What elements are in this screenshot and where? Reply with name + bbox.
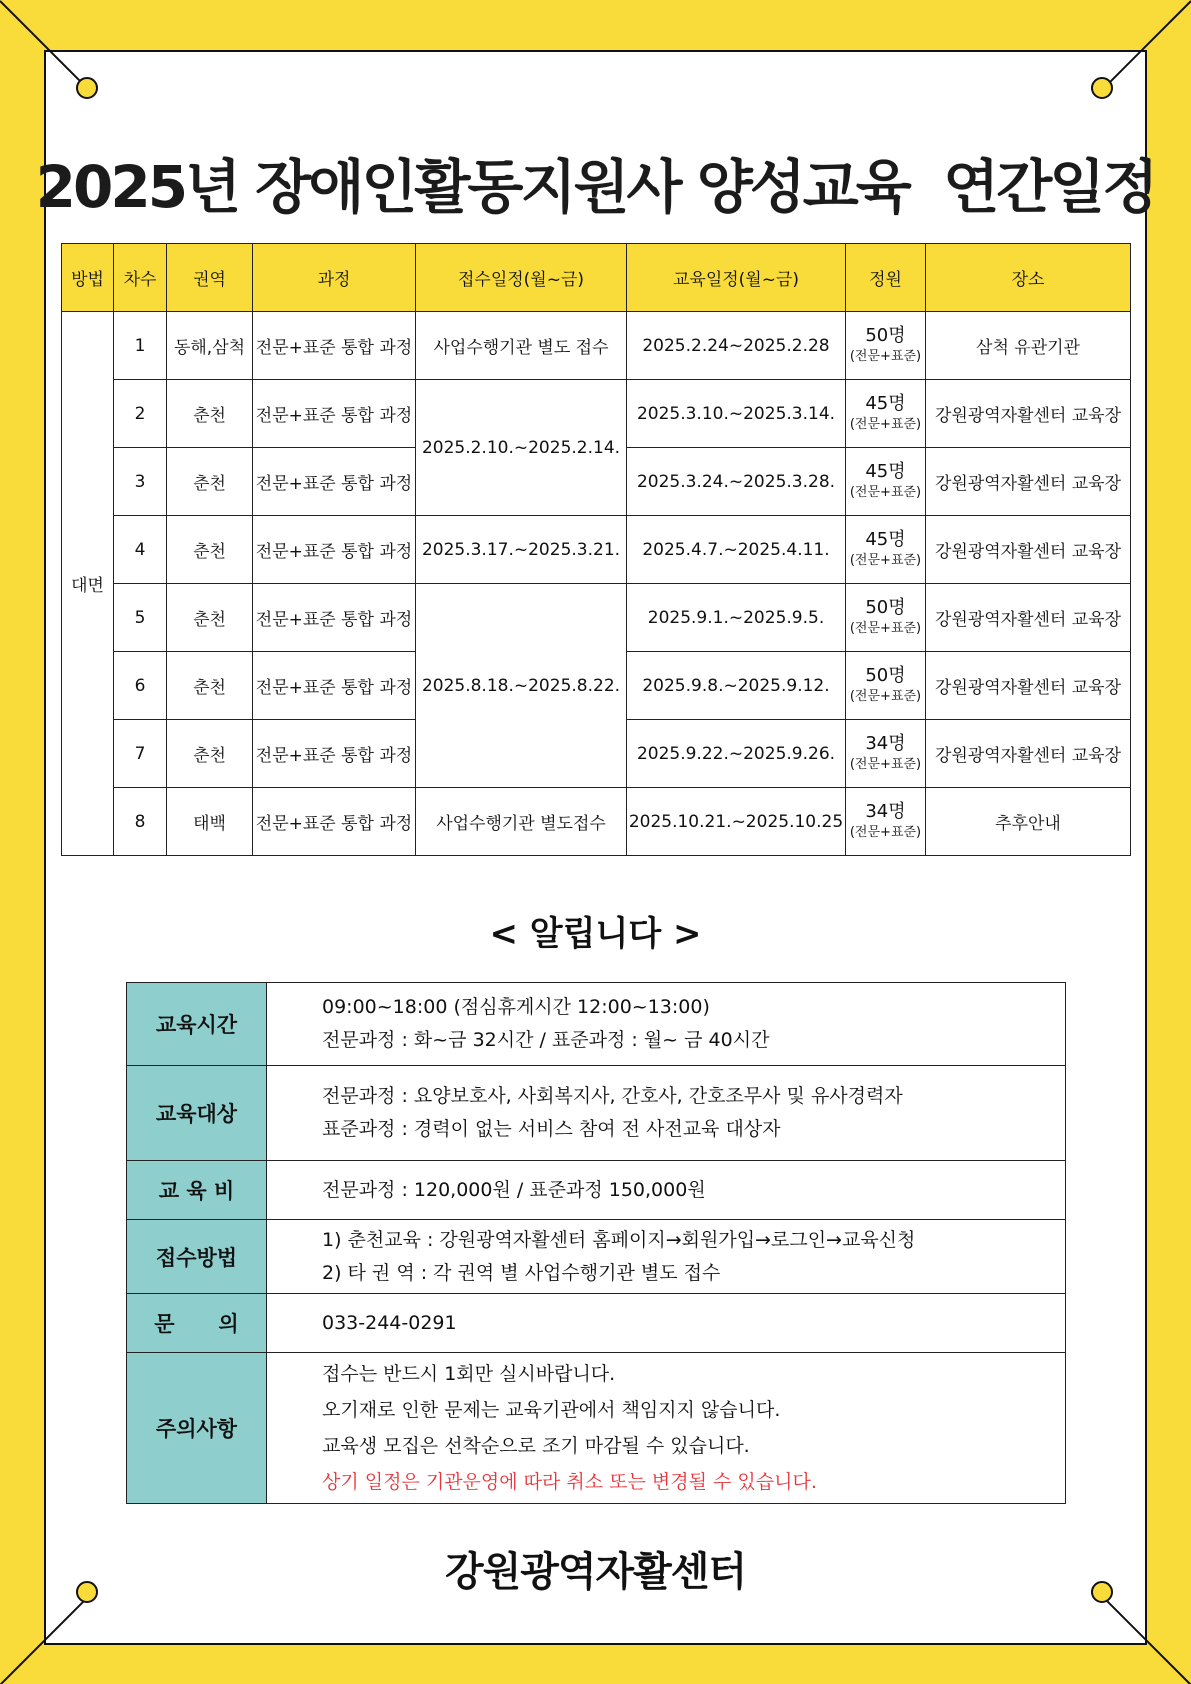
notice-line: 표준과정 : 경력이 없는 서비스 참여 전 사전교육 대상자: [322, 1118, 781, 1140]
place-cell: 강원광역자활센터 교육장: [926, 516, 1131, 584]
place-cell: 강원광역자활센터 교육장: [926, 720, 1131, 788]
registration-cell: 사업수행기관 별도접수: [416, 788, 627, 856]
round-cell: 6: [114, 652, 167, 720]
period-cell: 2025.3.24.~2025.3.28.: [627, 448, 846, 516]
capacity-value: 34명: [865, 800, 906, 822]
notice-row-apply: [127, 1220, 1066, 1294]
header-region: 권역: [167, 244, 253, 312]
capacity-value: 45명: [865, 460, 906, 482]
notice-row-target: [127, 1066, 1066, 1161]
header-registration: 접수일정(월~금): [416, 244, 627, 312]
notice-table: [126, 982, 1066, 1504]
notice-line: 1) 춘천교육 : 강원광역자활센터 홈페이지→회원가입→로그인→교육신청: [322, 1228, 916, 1251]
registration-cell: 2025.2.10.~2025.2.14.: [416, 380, 627, 516]
capacity-note: (전문+표준): [849, 348, 922, 364]
notice-label: 교육대상: [127, 1066, 267, 1161]
notice-line: 2) 타 권 역 : 각 권역 별 사업수행기관 별도 접수: [322, 1261, 721, 1284]
region-cell: 춘천: [167, 516, 253, 584]
notice-content: [267, 1161, 1066, 1220]
region-cell: 동해,삼척: [167, 312, 253, 380]
round-cell: 8: [114, 788, 167, 856]
table-row: [62, 788, 1131, 856]
region-cell: 춘천: [167, 584, 253, 652]
capacity-note: (전문+표준): [849, 620, 922, 636]
course-cell: 전문+표준 통합 과정: [253, 380, 416, 448]
notice-label: 교육시간: [127, 983, 267, 1066]
notice-label: 교 육 비: [127, 1161, 267, 1220]
notice-line: 전문과정 : 요양보호사, 사회복지사, 간호사, 간호조무사 및 유사경력자: [322, 1085, 903, 1107]
round-cell: 2: [114, 380, 167, 448]
course-cell: 전문+표준 통합 과정: [253, 788, 416, 856]
capacity-value: 50명: [865, 596, 906, 618]
notice-line: 전문과정 : 화~금 32시간 / 표준과정 : 월~ 금 40시간: [322, 1029, 770, 1051]
notice-line: 09:00~18:00 (점심휴게시간 12:00~13:00): [322, 996, 710, 1018]
capacity-cell: [846, 788, 926, 856]
place-cell: 강원광역자활센터 교육장: [926, 380, 1131, 448]
pin-dot-top-right: [1091, 77, 1113, 99]
capacity-note: (전문+표준): [849, 688, 922, 704]
schedule-table: [61, 243, 1131, 856]
notice-heading: < 알립니다 >: [489, 914, 702, 954]
notice-row-caution: [127, 1353, 1066, 1504]
course-cell: 전문+표준 통합 과정: [253, 652, 416, 720]
capacity-cell: [846, 584, 926, 652]
notice-row-time: [127, 983, 1066, 1066]
registration-cell: 2025.3.17.~2025.3.21.: [416, 516, 627, 584]
header-capacity: 정원: [846, 244, 926, 312]
organization-name: 강원광역자활센터: [444, 1549, 747, 1595]
place-cell: 강원광역자활센터 교육장: [926, 448, 1131, 516]
table-row: [62, 312, 1131, 380]
capacity-value: 50명: [865, 664, 906, 686]
place-cell: 추후안내: [926, 788, 1131, 856]
place-cell: 강원광역자활센터 교육장: [926, 652, 1131, 720]
notice-line: 교육생 모집은 선착순으로 조기 마감될 수 있습니다.: [322, 1435, 750, 1457]
course-cell: 전문+표준 통합 과정: [253, 448, 416, 516]
warning-line: 상기 일정은 기관운영에 따라 취소 또는 변경될 수 있습니다.: [322, 1471, 817, 1493]
round-cell: 7: [114, 720, 167, 788]
notice-line: 접수는 반드시 1회만 실시바랍니다.: [322, 1363, 616, 1385]
capacity-cell: [846, 312, 926, 380]
period-cell: 2025.9.8.~2025.9.12.: [627, 652, 846, 720]
capacity-cell: [846, 448, 926, 516]
period-cell: 2025.10.21.~2025.10.25: [627, 788, 846, 856]
capacity-note: (전문+표준): [849, 416, 922, 432]
capacity-cell: [846, 380, 926, 448]
place-cell: 삼척 유관기관: [926, 312, 1131, 380]
course-cell: 전문+표준 통합 과정: [253, 516, 416, 584]
header-round: 차수: [114, 244, 167, 312]
place-cell: 강원광역자활센터 교육장: [926, 584, 1131, 652]
notice-content: [267, 1220, 1066, 1294]
notice-line: 오기재로 인한 문제는 교육기관에서 책임지지 않습니다.: [322, 1399, 781, 1421]
capacity-note: (전문+표준): [849, 484, 922, 500]
round-cell: 5: [114, 584, 167, 652]
page-title: 2025년 장애인활동지원사 양성교육 연간일정: [35, 153, 1156, 221]
course-cell: 전문+표준 통합 과정: [253, 312, 416, 380]
method-cell: 대면: [62, 312, 114, 856]
capacity-cell: [846, 652, 926, 720]
notice-row-fee: [127, 1161, 1066, 1220]
notice-content: [267, 983, 1066, 1066]
round-cell: 1: [114, 312, 167, 380]
schedule-header-row: [62, 244, 1131, 312]
course-cell: 전문+표준 통합 과정: [253, 720, 416, 788]
region-cell: 춘천: [167, 380, 253, 448]
table-row: [62, 516, 1131, 584]
capacity-value: 34명: [865, 732, 906, 754]
registration-cell: 사업수행기관 별도 접수: [416, 312, 627, 380]
header-place: 장소: [926, 244, 1131, 312]
header-method: 방법: [62, 244, 114, 312]
pin-dot-top-left: [76, 77, 98, 99]
table-row: [62, 380, 1131, 448]
round-cell: 4: [114, 516, 167, 584]
region-cell: 춘천: [167, 652, 253, 720]
header-course: 과정: [253, 244, 416, 312]
capacity-value: 50명: [865, 324, 906, 346]
region-cell: 태백: [167, 788, 253, 856]
region-cell: 춘천: [167, 720, 253, 788]
registration-cell: 2025.8.18.~2025.8.22.: [416, 584, 627, 788]
period-cell: 2025.4.7.~2025.4.11.: [627, 516, 846, 584]
capacity-value: 45명: [865, 528, 906, 550]
period-cell: 2025.2.24~2025.2.28: [627, 312, 846, 380]
notice-label: 문 의: [127, 1294, 267, 1353]
capacity-cell: [846, 720, 926, 788]
course-cell: 전문+표준 통합 과정: [253, 584, 416, 652]
period-cell: 2025.9.22.~2025.9.26.: [627, 720, 846, 788]
capacity-cell: [846, 516, 926, 584]
capacity-note: (전문+표준): [849, 824, 922, 840]
notice-label: 주의사항: [127, 1353, 267, 1504]
notice-content: [267, 1294, 1066, 1353]
capacity-note: (전문+표준): [849, 756, 922, 772]
capacity-value: 45명: [865, 392, 906, 414]
period-cell: 2025.3.10.~2025.3.14.: [627, 380, 846, 448]
notice-row-contact: [127, 1294, 1066, 1353]
capacity-note: (전문+표준): [849, 552, 922, 568]
notice-line: 전문과정 : 120,000원 / 표준과정 150,000원: [322, 1178, 706, 1201]
header-period: 교육일정(월~금): [627, 244, 846, 312]
round-cell: 3: [114, 448, 167, 516]
contact-phone: 033-244-0291: [322, 1311, 457, 1334]
table-row: [62, 584, 1131, 652]
notice-content: [267, 1066, 1066, 1161]
region-cell: 춘천: [167, 448, 253, 516]
period-cell: 2025.9.1.~2025.9.5.: [627, 584, 846, 652]
notice-content: [267, 1353, 1066, 1504]
notice-label: 접수방법: [127, 1220, 267, 1294]
